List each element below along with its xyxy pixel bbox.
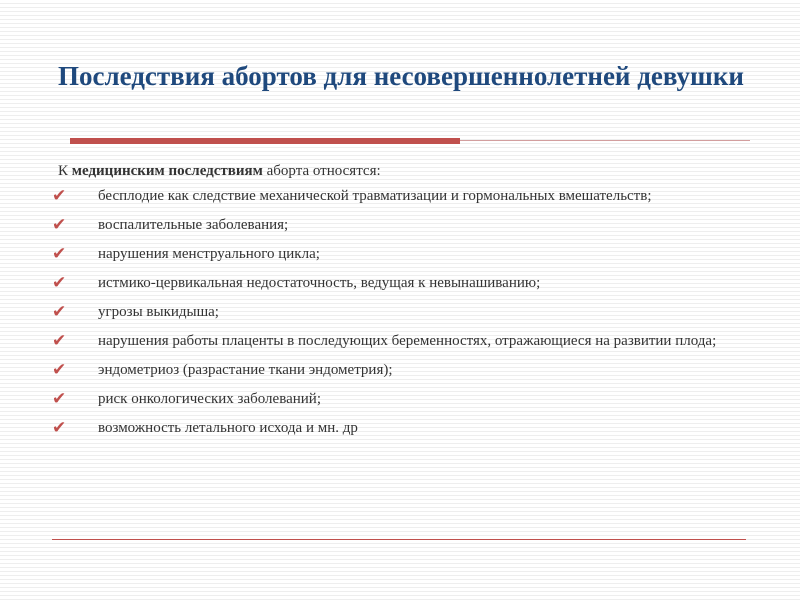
intro-prefix: К <box>58 163 72 179</box>
checkmark-icon: ✔ <box>52 418 67 438</box>
list-item-text: истмико-цервикальная недостаточность, ведущая к невынашиванию; <box>98 275 541 291</box>
intro-text <box>58 163 758 180</box>
list-item <box>44 273 724 293</box>
checkmark-icon: ✔ <box>52 331 67 351</box>
list-item-text: угрозы выкидыша; <box>98 304 219 320</box>
list-item-text: бесплодие как следствие механической травматизации и гормональных вмешательств; <box>98 188 652 204</box>
slide-title: Последствия абортов для несовершеннолетней девушки <box>58 61 744 91</box>
intro-bold: медицинским последствиям <box>71 163 263 179</box>
checkmark-icon: ✔ <box>52 302 67 322</box>
list-item <box>44 389 724 409</box>
list-item <box>44 215 724 235</box>
title-divider-accent <box>70 138 460 144</box>
list-item <box>44 186 724 206</box>
checkmark-icon: ✔ <box>52 273 67 293</box>
intro-suffix: аборта относятся: <box>262 163 381 179</box>
consequences-list <box>44 186 724 447</box>
list-item <box>44 302 724 322</box>
list-item-text: нарушения работы плаценты в последующих беременностях, отражающиеся на развитии плода; <box>98 333 717 349</box>
list-item <box>44 244 724 264</box>
checkmark-icon: ✔ <box>52 360 67 380</box>
list-item-text: эндометриоз (разрастание ткани эндометрия); <box>98 362 393 378</box>
list-item-text: нарушения менструального цикла; <box>98 246 320 262</box>
list-item-text: воспалительные заболевания; <box>98 217 289 233</box>
checkmark-icon: ✔ <box>52 186 67 206</box>
list-item <box>44 331 724 351</box>
list-item-text: риск онкологических заболеваний; <box>98 391 321 407</box>
list-item <box>44 360 724 380</box>
checkmark-icon: ✔ <box>52 389 67 409</box>
checkmark-icon: ✔ <box>52 244 67 264</box>
bottom-divider <box>52 539 746 540</box>
list-item <box>44 418 724 438</box>
list-item-text: возможность летального исхода и мн. др <box>98 420 358 436</box>
checkmark-icon: ✔ <box>52 215 67 235</box>
